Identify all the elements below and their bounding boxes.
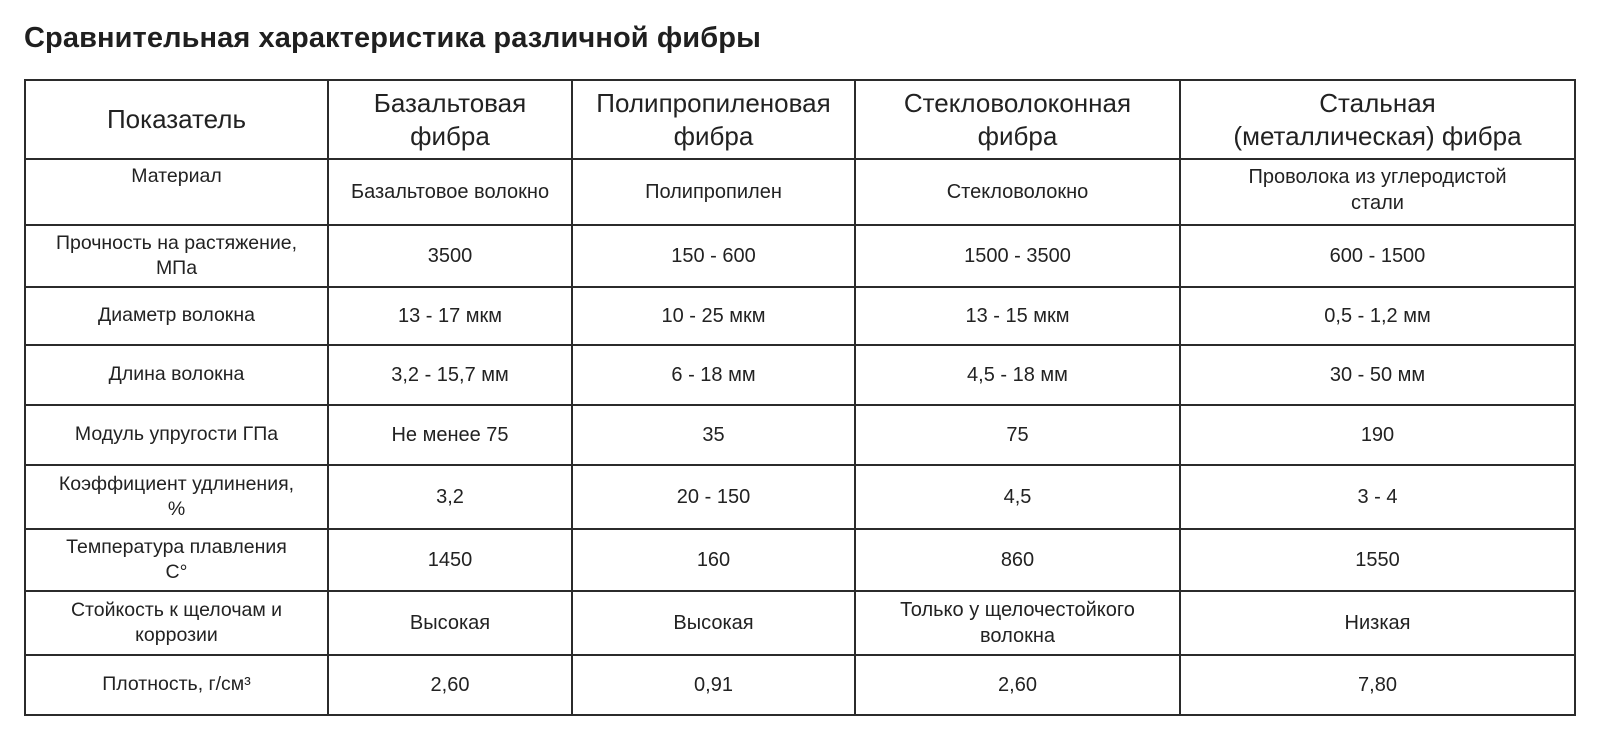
cell-glass: 13 - 15 мкм: [855, 287, 1180, 345]
cell-glass: 4,5 - 18 мм: [855, 345, 1180, 405]
table-row: [25, 345, 1575, 405]
cell-glass: Стекловолокно: [855, 159, 1180, 225]
cell-glass: 75: [855, 405, 1180, 465]
cell-steel: Проволока из углеродистой стали: [1180, 159, 1575, 225]
cell-polypropylene: 10 - 25 мкм: [572, 287, 855, 345]
cell-steel: 30 - 50 мм: [1180, 345, 1575, 405]
cell-polypropylene: 160: [572, 529, 855, 591]
cell-steel: Низкая: [1180, 591, 1575, 655]
cell-basalt: 3,2 - 15,7 мм: [328, 345, 572, 405]
cell-basalt: Не менее 75: [328, 405, 572, 465]
cell-steel: 7,80: [1180, 655, 1575, 715]
table-row: [25, 405, 1575, 465]
row-label: Материал: [25, 159, 328, 225]
table-row: [25, 655, 1575, 715]
cell-glass: 1500 - 3500: [855, 225, 1180, 287]
cell-basalt: 3,2: [328, 465, 572, 529]
cell-steel: 190: [1180, 405, 1575, 465]
cell-polypropylene: 0,91: [572, 655, 855, 715]
header-basalt-fiber: Базальтовая фибра: [328, 80, 572, 159]
cell-glass: 4,5: [855, 465, 1180, 529]
cell-basalt: 13 - 17 мкм: [328, 287, 572, 345]
table-row: [25, 465, 1575, 529]
row-label: Длина волокна: [25, 345, 328, 405]
table-row: [25, 287, 1575, 345]
cell-basalt: 2,60: [328, 655, 572, 715]
table-header-row: [25, 80, 1575, 159]
row-label: Температура плавления C°: [25, 529, 328, 591]
table-row: [25, 159, 1575, 225]
cell-glass: 2,60: [855, 655, 1180, 715]
row-label: Модуль упругости ГПа: [25, 405, 328, 465]
cell-polypropylene: 6 - 18 мм: [572, 345, 855, 405]
cell-basalt: 3500: [328, 225, 572, 287]
cell-polypropylene: Полипропилен: [572, 159, 855, 225]
row-label: Стойкость к щелочам и коррозии: [25, 591, 328, 655]
cell-basalt: 1450: [328, 529, 572, 591]
cell-steel: 3 - 4: [1180, 465, 1575, 529]
header-indicator: Показатель: [25, 80, 328, 159]
cell-polypropylene: 150 - 600: [572, 225, 855, 287]
fiber-comparison-table: [24, 79, 1576, 716]
cell-glass: 860: [855, 529, 1180, 591]
row-label: Плотность, г/см³: [25, 655, 328, 715]
table-row: [25, 225, 1575, 287]
header-steel-fiber: Стальная (металлическая) фибра: [1180, 80, 1575, 159]
header-polypropylene-fiber: Полипропиленовая фибра: [572, 80, 855, 159]
cell-glass: Только у щелочестойкого волокна: [855, 591, 1180, 655]
row-label: Прочность на растяжение, МПа: [25, 225, 328, 287]
cell-steel: 0,5 - 1,2 мм: [1180, 287, 1575, 345]
row-label: Диаметр волокна: [25, 287, 328, 345]
cell-basalt: Базальтовое волокно: [328, 159, 572, 225]
page-title: Сравнительная характеристика различной фибры: [24, 22, 761, 54]
cell-polypropylene: 20 - 150: [572, 465, 855, 529]
cell-basalt: Высокая: [328, 591, 572, 655]
cell-steel: 1550: [1180, 529, 1575, 591]
cell-polypropylene: Высокая: [572, 591, 855, 655]
header-glass-fiber: Стекловолоконная фибра: [855, 80, 1180, 159]
row-label: Коэффициент удлинения, %: [25, 465, 328, 529]
cell-steel: 600 - 1500: [1180, 225, 1575, 287]
table-row: [25, 529, 1575, 591]
cell-polypropylene: 35: [572, 405, 855, 465]
table-row: [25, 591, 1575, 655]
